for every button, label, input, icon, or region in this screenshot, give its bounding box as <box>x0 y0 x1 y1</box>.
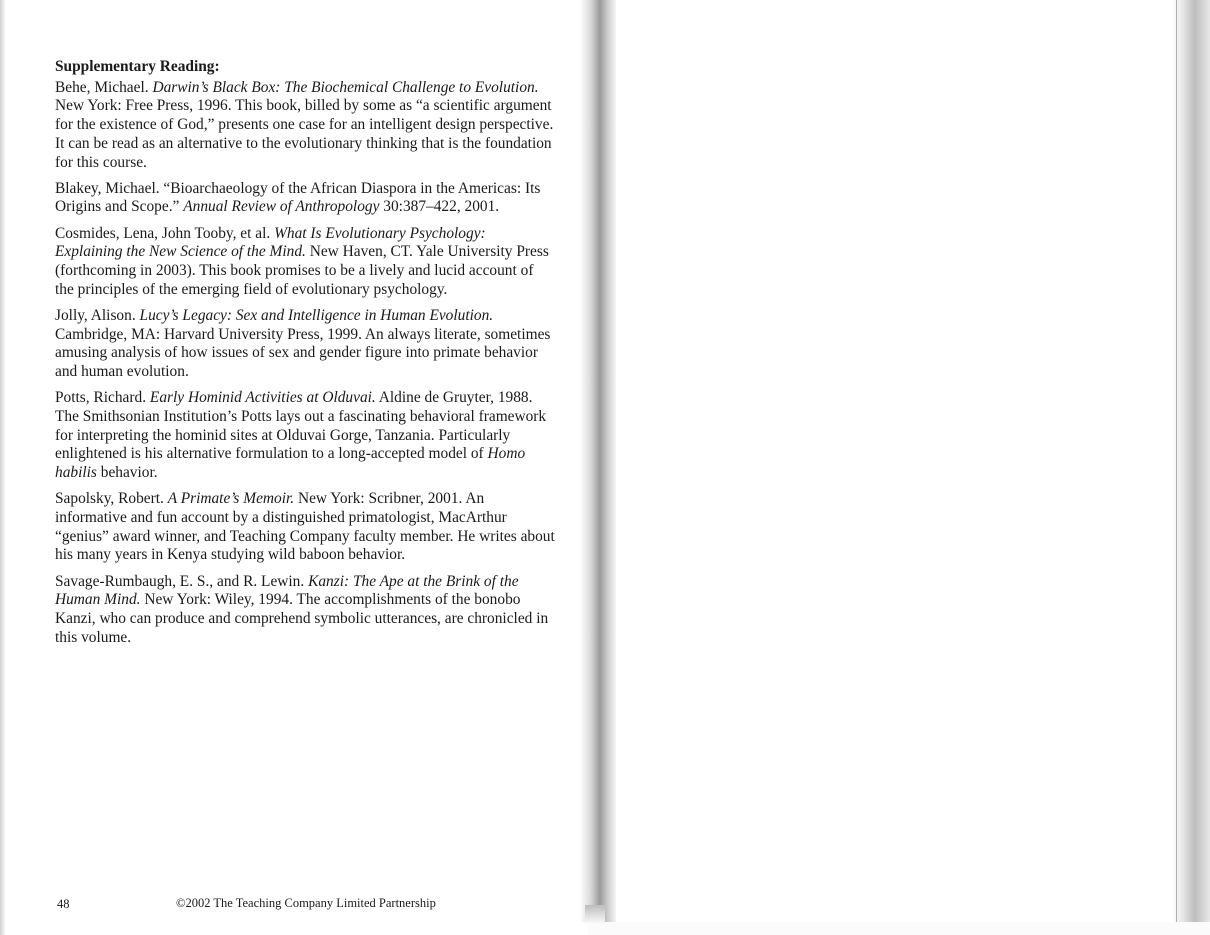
entry-title: A Primate’s Memoir. <box>167 490 295 508</box>
entry-author: Potts, Richard. <box>55 389 150 407</box>
section-heading: Supplementary Reading: <box>55 58 220 75</box>
entry-description: New Haven, CT. Yale University Press (forthcoming in 2003). This book promises to be a lively and lucid account of the principles of the emerging field of evolutionary psychology. <box>55 243 549 298</box>
entry-author: Jolly, Alison. <box>55 306 140 324</box>
entry-author: Savage-Rumbaugh, E. S., and R. Lewin. <box>55 572 309 590</box>
entry-title: Kanzi: The Ape at the Brink of the Human Mind. <box>55 572 519 609</box>
entry-species-name: Homo habilis <box>55 445 526 482</box>
entry-author: Cosmides, Lena, John Tooby, et al. <box>55 224 275 242</box>
entry-title: Lucy’s Legacy: Sex and Intelligence in Human Evolution. <box>139 306 494 324</box>
reading-entry-blakey <box>55 180 555 217</box>
reading-entry-jolly <box>55 307 555 382</box>
entry-description: Cambridge, MA: Harvard University Press, 1999. An always literate, sometimes amusing analysis of how issues of sex and gender figure into primate behavior and human evolution. <box>55 325 551 381</box>
entry-title: Annual Review of Anthropology <box>183 198 380 216</box>
entry-description: 30:387–422, 2001. <box>379 198 500 216</box>
spine-bottom-shadow <box>585 905 605 925</box>
entry-title: Early Hominid Activities at Olduvai. <box>149 389 376 407</box>
entry-title: What Is Evolutionary Psychology: Explaining the New Science of the Mind. <box>55 224 486 261</box>
entry-description: New York: Scribner, 2001. An informative and fun account by a distinguished primatologist, MacArthur “genius” award winner, and Teaching Company faculty member. He writes about his many years in Kenya studying wild baboon behavior. <box>55 490 555 564</box>
reading-entry-potts <box>55 389 555 483</box>
entry-description: Aldine de Gruyter, 1988. The Smithsonian Institution’s Potts lays out a fascinating behavioral framework for interpreting the hominid sites at Olduvai Gorge, Tanzania. Particularly enlightened is his alternative formulation to a long-accepted model of <box>55 389 547 463</box>
right-page-edge-shadow <box>1172 0 1210 922</box>
entry-author: Behe, Michael. <box>55 78 153 96</box>
reading-entry-cosmides <box>55 225 555 300</box>
left-page <box>0 0 588 935</box>
reading-entry-behe <box>55 79 555 173</box>
entry-description-end: behavior. <box>96 464 158 482</box>
page-number: 48 <box>57 897 70 911</box>
entry-title: Darwin’s Black Box: The Biochemical Challenge to Evolution. <box>152 78 539 96</box>
entry-author: Blakey, Michael. “Bioarchaeology of the African Diaspora in the Americas: Its Origins and Scope.” <box>55 179 541 216</box>
entry-description: New York: Free Press, 1996. This book, billed by some as “a scientific argument for the existence of God,” presents one case for an intelligent design perspective. It can be read as an alternative to the evolutionary thinking that is the foundation for this course. <box>55 97 554 171</box>
right-page-blank <box>612 0 1178 922</box>
reading-entry-savage-rumbaugh <box>55 573 555 648</box>
copyright-notice: ©2002 The Teaching Company Limited Partnership <box>176 896 436 910</box>
reading-entry-sapolsky <box>55 490 555 565</box>
entry-description: New York: Wiley, 1994. The accomplishments of the bonobo Kanzi, who can produce and comprehend symbolic utterances, are chronicled in this volume. <box>55 591 549 646</box>
right-page-edge-line <box>1176 0 1177 922</box>
book-spine-shadow <box>580 0 616 922</box>
supplementary-reading-section <box>55 58 555 655</box>
entry-author: Sapolsky, Robert. <box>55 490 168 508</box>
